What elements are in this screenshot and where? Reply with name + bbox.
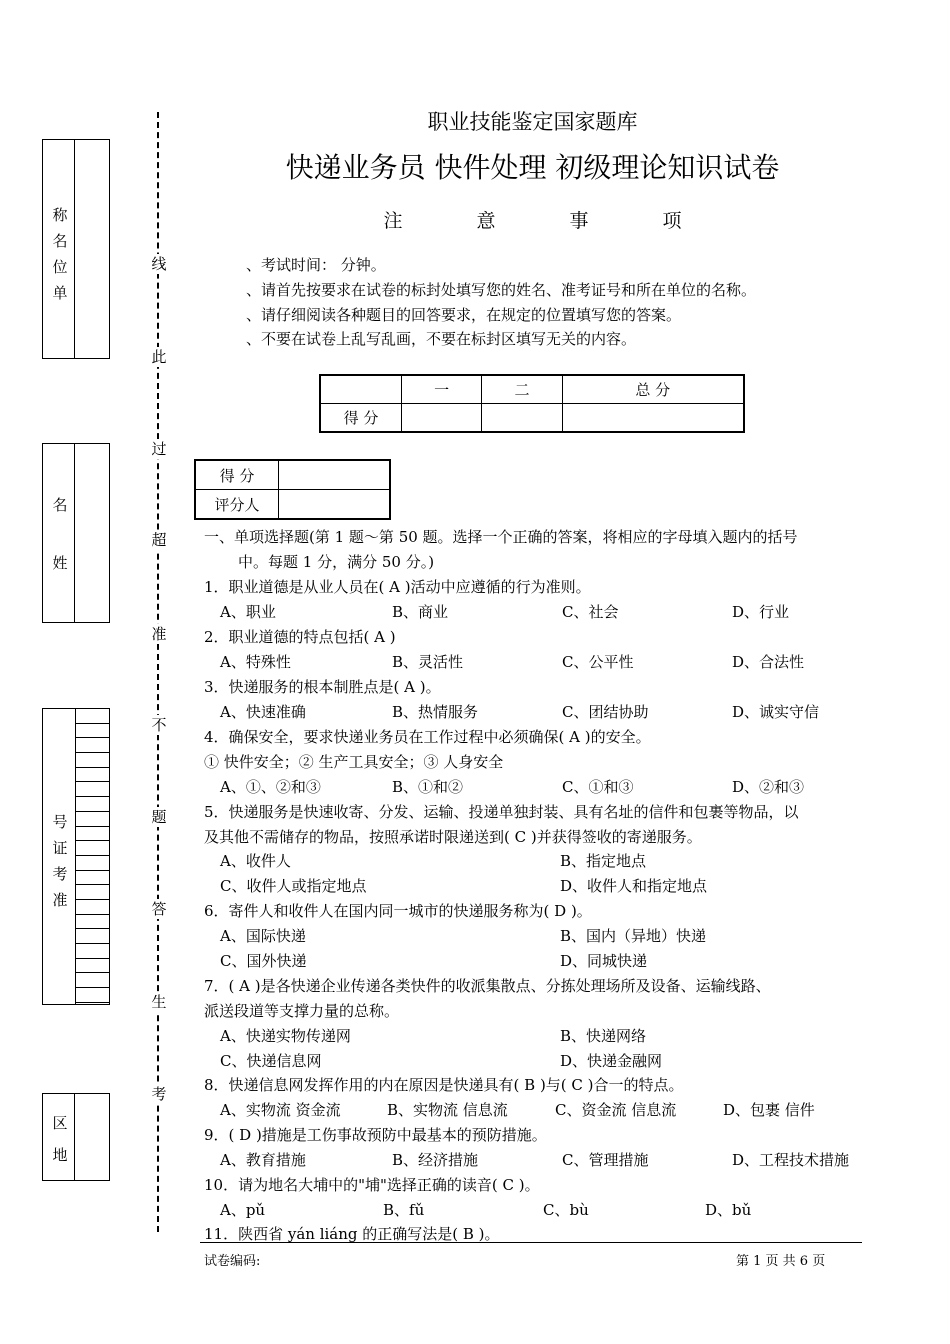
unit-name-field[interactable] xyxy=(74,140,109,358)
option: A、特殊性 xyxy=(220,653,291,671)
unit-name-box xyxy=(42,139,110,359)
note-item: 、请仔细阅读各种题目的回答要求，在规定的位置填写您的答案。 xyxy=(246,306,682,324)
option: D、诚实守信 xyxy=(732,703,820,721)
question-text: 2．职业道德的特点包括( A ) xyxy=(204,628,396,646)
exam-title: 快递业务员 快件处理 初级理论知识试卷 xyxy=(285,151,780,184)
grader-name-cell[interactable] xyxy=(279,490,391,520)
seal-char: 答 xyxy=(149,899,169,919)
option: D、快递金融网 xyxy=(560,1052,663,1070)
region-label-char: 地 xyxy=(52,1146,68,1164)
id-label-char: 准 xyxy=(52,891,68,909)
option: A、pǔ xyxy=(220,1201,266,1219)
option: B、fǔ xyxy=(383,1201,425,1219)
seal-char: 线 xyxy=(149,254,169,274)
unit-label-char: 名 xyxy=(52,232,68,250)
notice-heading: 注 意 事 项 xyxy=(383,210,716,232)
question-text: 9．( D )措施是工伤事故预防中最基本的预防措施。 xyxy=(204,1126,547,1144)
seal-char: 过 xyxy=(149,439,169,459)
question-text-continued: 及其他不需储存的物品，按照承诺时限递送到( C )并获得签收的寄递服务。 xyxy=(204,828,702,846)
score-cell[interactable] xyxy=(482,404,562,433)
option: B、指定地点 xyxy=(560,852,647,870)
score-header-cell: 总 分 xyxy=(562,375,744,404)
option: A、国际快递 xyxy=(220,927,306,945)
option: C、收件人或指定地点 xyxy=(220,877,367,895)
option: D、收件人和指定地点 xyxy=(560,877,708,895)
option: D、行业 xyxy=(732,603,790,621)
option: D、②和③ xyxy=(732,778,805,796)
question-text: 11．陕西省 yán liáng 的正确写法是( B )。 xyxy=(204,1225,500,1243)
option: B、实物流 信息流 xyxy=(387,1101,508,1119)
option: B、热情服务 xyxy=(392,703,479,721)
seal-dashed-line xyxy=(157,112,159,1232)
option: C、①和③ xyxy=(562,778,634,796)
section-instruction: 一、单项选择题(第 1 题～第 50 题。选择一个正确的答案，将相应的字母填入题内的括号 xyxy=(204,528,798,546)
question-extra: ① 快件安全；② 生产工具安全；③ 人身安全 xyxy=(204,753,504,771)
region-field[interactable] xyxy=(74,1094,109,1180)
question-text: 7．( A )是各快递企业传递各类快件的收派集散点、分拣处理场所及设备、运输线路、 xyxy=(204,977,771,995)
seal-char: 超 xyxy=(149,530,169,550)
score-header-cell: 二 xyxy=(482,375,562,404)
option: A、快递实物传递网 xyxy=(220,1027,351,1045)
unit-label-char: 称 xyxy=(52,206,68,224)
option: A、快速准确 xyxy=(220,703,306,721)
note-item: 、不要在试卷上乱写乱画，不要在标封区填写无关的内容。 xyxy=(246,330,637,348)
question-text: 1．职业道德是从业人员在( A )活动中应遵循的行为准则。 xyxy=(204,578,591,596)
grader-score-cell[interactable] xyxy=(279,460,391,490)
option: C、团结协助 xyxy=(562,703,649,721)
option: C、资金流 信息流 xyxy=(555,1101,677,1119)
option: C、bù xyxy=(543,1201,589,1219)
name-label-char: 名 xyxy=(52,496,68,514)
option: C、公平性 xyxy=(562,653,634,671)
id-label-char: 号 xyxy=(52,813,68,831)
option: C、快递信息网 xyxy=(220,1052,322,1070)
option: D、包裹 信件 xyxy=(723,1101,815,1119)
question-text: 4．确保安全，要求快递业务员在工作过程中必须确保( A )的安全。 xyxy=(204,728,651,746)
question-text-continued: 派送段道等支撑力量的总称。 xyxy=(204,1002,400,1020)
option: A、职业 xyxy=(220,603,276,621)
score-row-label: 得 分 xyxy=(320,404,402,433)
note-item: 、考试时间： 分钟。 xyxy=(246,256,386,274)
unit-label-char: 位 xyxy=(52,258,68,276)
score-table xyxy=(319,374,745,433)
question-text: 6．寄件人和收件人在国内同一城市的快递服务称为( D )。 xyxy=(204,902,592,920)
option: B、快递网络 xyxy=(560,1027,647,1045)
option: D、同城快递 xyxy=(560,952,648,970)
score-cell[interactable] xyxy=(402,404,482,433)
seal-char: 不 xyxy=(149,715,169,735)
option: B、灵活性 xyxy=(392,653,464,671)
name-label-char: 姓 xyxy=(52,554,68,572)
score-header-cell: 一 xyxy=(402,375,482,404)
exam-id-box xyxy=(42,708,110,1005)
option: A、实物流 资金流 xyxy=(220,1101,341,1119)
option: C、国外快递 xyxy=(220,952,307,970)
option: D、bǔ xyxy=(705,1201,752,1219)
grader-table xyxy=(194,459,391,520)
grader-name-label: 评分人 xyxy=(195,490,279,520)
question-text: 5．快递服务是快速收寄、分发、运输、投递单独封装、具有名址的信件和包裹等物品，以 xyxy=(204,803,799,821)
option: B、国内（异地）快递 xyxy=(560,927,707,945)
paper-code-label: 试卷编码: xyxy=(204,1254,261,1269)
seal-char: 此 xyxy=(149,347,169,367)
seal-char: 准 xyxy=(149,624,169,644)
seal-char: 生 xyxy=(149,992,169,1012)
option: A、收件人 xyxy=(220,852,291,870)
page-info: 第 1 页 共 6 页 xyxy=(736,1254,826,1269)
unit-label-char: 单 xyxy=(52,284,68,302)
option: A、教育措施 xyxy=(220,1151,306,1169)
grader-score-label: 得 分 xyxy=(195,460,279,490)
question-text: 3．快递服务的根本制胜点是( A )。 xyxy=(204,678,441,696)
section-instruction: 中。每题 1 分，满分 50 分。) xyxy=(238,553,435,571)
option: C、社会 xyxy=(562,603,619,621)
score-cell[interactable] xyxy=(562,404,744,433)
option: D、合法性 xyxy=(732,653,805,671)
region-label-char: 区 xyxy=(52,1114,68,1132)
question-text: 8．快递信息网发挥作用的内在原因是快递具有( B )与( C )合一的特点。 xyxy=(204,1076,684,1094)
score-header-cell xyxy=(320,375,402,404)
option: B、①和② xyxy=(392,778,464,796)
option: A、①、②和③ xyxy=(220,778,321,796)
seal-char: 题 xyxy=(149,807,169,827)
name-field[interactable] xyxy=(74,444,109,622)
region-box xyxy=(42,1093,110,1181)
note-item: 、请首先按要求在试卷的标封处填写您的姓名、准考证号和所在单位的名称。 xyxy=(246,281,757,299)
name-box xyxy=(42,443,110,623)
footer-rule xyxy=(200,1242,862,1243)
id-label-char: 考 xyxy=(52,865,68,883)
question-text: 10．请为地名大埔中的"埔"选择正确的读音( C )。 xyxy=(204,1176,540,1194)
option: C、管理措施 xyxy=(562,1151,649,1169)
question-bank-title: 职业技能鉴定国家题库 xyxy=(427,110,638,134)
seal-char: 考 xyxy=(149,1084,169,1104)
option: B、经济措施 xyxy=(392,1151,479,1169)
option: D、工程技术措施 xyxy=(732,1151,850,1169)
exam-id-grid[interactable] xyxy=(75,709,109,1004)
id-label-char: 证 xyxy=(52,839,68,857)
option: B、商业 xyxy=(392,603,449,621)
